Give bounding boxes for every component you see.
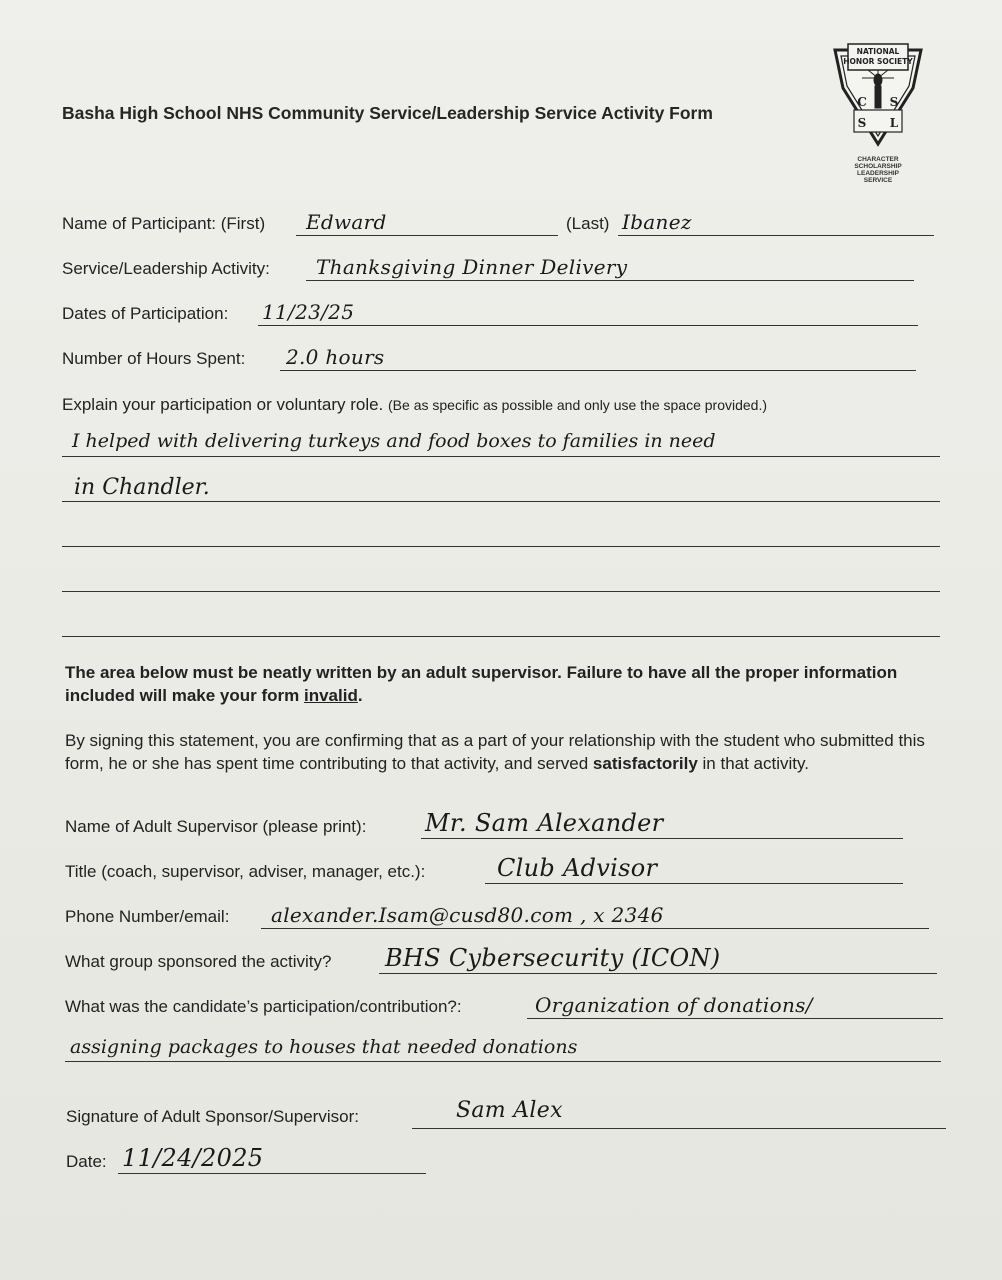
statement-end: in that activity. xyxy=(697,754,809,773)
explain-row xyxy=(62,389,942,417)
explain-label-group xyxy=(62,395,767,415)
signature-label: Signature of Adult Sponsor/Supervisor: xyxy=(66,1107,359,1126)
date-field[interactable] xyxy=(118,1173,426,1174)
supervisor-title-value: Club Advisor xyxy=(497,854,658,882)
date-value: 11/24/2025 xyxy=(122,1144,264,1172)
logo-value: SERVICE xyxy=(863,177,893,184)
contribution-row xyxy=(65,991,943,1019)
last-name-field[interactable] xyxy=(618,235,934,236)
supervisor-warning xyxy=(65,661,935,707)
phone-field[interactable] xyxy=(261,928,929,929)
activity-row xyxy=(62,253,914,281)
first-name-label: Name of Participant: (First) xyxy=(62,214,266,233)
last-name-value: Ibanez xyxy=(622,210,692,234)
logo-top-text: HONOR SOCIETY xyxy=(843,57,913,66)
date-label: Date: xyxy=(66,1152,107,1171)
phone-row xyxy=(65,901,929,929)
explain-line-3[interactable] xyxy=(62,546,940,547)
warning-invalid: invalid xyxy=(304,686,358,705)
dates-field[interactable] xyxy=(258,325,918,326)
explain-label: Explain your participation or voluntary role. xyxy=(62,395,384,414)
group-field[interactable] xyxy=(379,973,937,974)
contribution-field[interactable] xyxy=(527,1018,943,1019)
supervisor-name-value: Mr. Sam Alexander xyxy=(425,809,664,837)
logo-letter-s: S xyxy=(857,116,867,130)
contribution-value: Organization of donations/ xyxy=(535,993,813,1017)
date-row xyxy=(66,1146,428,1174)
logo-value: LEADERSHIP xyxy=(857,170,899,177)
signature-value: Sam Alex xyxy=(456,1098,563,1123)
explain-answer-line-2: in Chandler. xyxy=(74,475,210,500)
logo-values xyxy=(832,156,924,184)
explain-line-2[interactable] xyxy=(62,501,940,502)
statement-text: By signing this statement, you are confirming that as a part of your relationship with the student who submitted this form, he or she has spent time contributing to that activity, and served xyxy=(65,731,925,773)
supervisor-title-label: Title (coach, supervisor, adviser, manager, etc.): xyxy=(65,862,426,881)
first-name-value: Edward xyxy=(306,210,387,234)
warning-end: . xyxy=(357,686,363,705)
participant-name-row xyxy=(62,208,934,236)
first-name-field[interactable] xyxy=(296,235,558,236)
contribution-line-2[interactable] xyxy=(65,1061,941,1062)
dates-label: Dates of Participation: xyxy=(62,304,229,323)
logo-value: SCHOLARSHIP xyxy=(854,163,902,170)
logo-top-text: NATIONAL xyxy=(856,47,900,56)
explain-line-4[interactable] xyxy=(62,591,940,592)
activity-field[interactable] xyxy=(306,280,914,281)
activity-value: Thanksgiving Dinner Delivery xyxy=(316,255,628,279)
supervisor-title-row xyxy=(65,856,903,884)
form-title: Basha High School NHS Community Service/Leadership Service Activity Form xyxy=(62,103,713,123)
explain-answer-line-1: I helped with delivering turkeys and food boxes to families in need xyxy=(72,430,716,452)
supervisor-name-label: Name of Adult Supervisor (please print): xyxy=(65,817,367,836)
explain-line-1[interactable] xyxy=(62,456,940,457)
explain-line-5[interactable] xyxy=(62,636,940,637)
dates-value: 11/23/25 xyxy=(262,300,355,324)
phone-value: alexander.Isam@cusd80.com , x 2346 xyxy=(271,903,664,927)
logo-letter-l: L xyxy=(889,116,899,130)
supervisor-name-row xyxy=(65,811,903,839)
group-value: BHS Cybersecurity (ICON) xyxy=(385,944,721,972)
group-row xyxy=(65,946,937,974)
logo-value: CHARACTER xyxy=(857,156,899,163)
dates-row xyxy=(62,298,918,326)
contribution-label: What was the candidate’s participation/contribution?: xyxy=(65,997,462,1016)
hours-field[interactable] xyxy=(280,370,916,371)
logo-letter-c: C xyxy=(857,95,867,109)
supervisor-title-field[interactable] xyxy=(485,883,903,884)
group-label: What group sponsored the activity? xyxy=(65,952,332,971)
statement-bold: satisfactorily xyxy=(592,754,698,773)
last-name-label: (Last) xyxy=(566,214,610,233)
hours-value: 2.0 hours xyxy=(286,345,385,369)
signature-row xyxy=(66,1098,946,1129)
contribution-answer-line-2: assigning packages to houses that needed donations xyxy=(70,1036,578,1058)
hours-row xyxy=(62,343,916,371)
phone-label: Phone Number/email: xyxy=(65,907,230,926)
activity-label: Service/Leadership Activity: xyxy=(62,259,270,278)
signature-field[interactable] xyxy=(412,1128,946,1129)
supervisor-statement xyxy=(65,729,955,775)
supervisor-name-field[interactable] xyxy=(421,838,903,839)
logo-letter-s: S xyxy=(889,95,899,109)
explain-note: (Be as specific as possible and only use the space provided.) xyxy=(388,397,768,413)
warning-text: The area below must be neatly written by an adult supervisor. Failure to have all the proper information included will make your form xyxy=(65,663,898,705)
hours-label: Number of Hours Spent: xyxy=(62,349,246,368)
